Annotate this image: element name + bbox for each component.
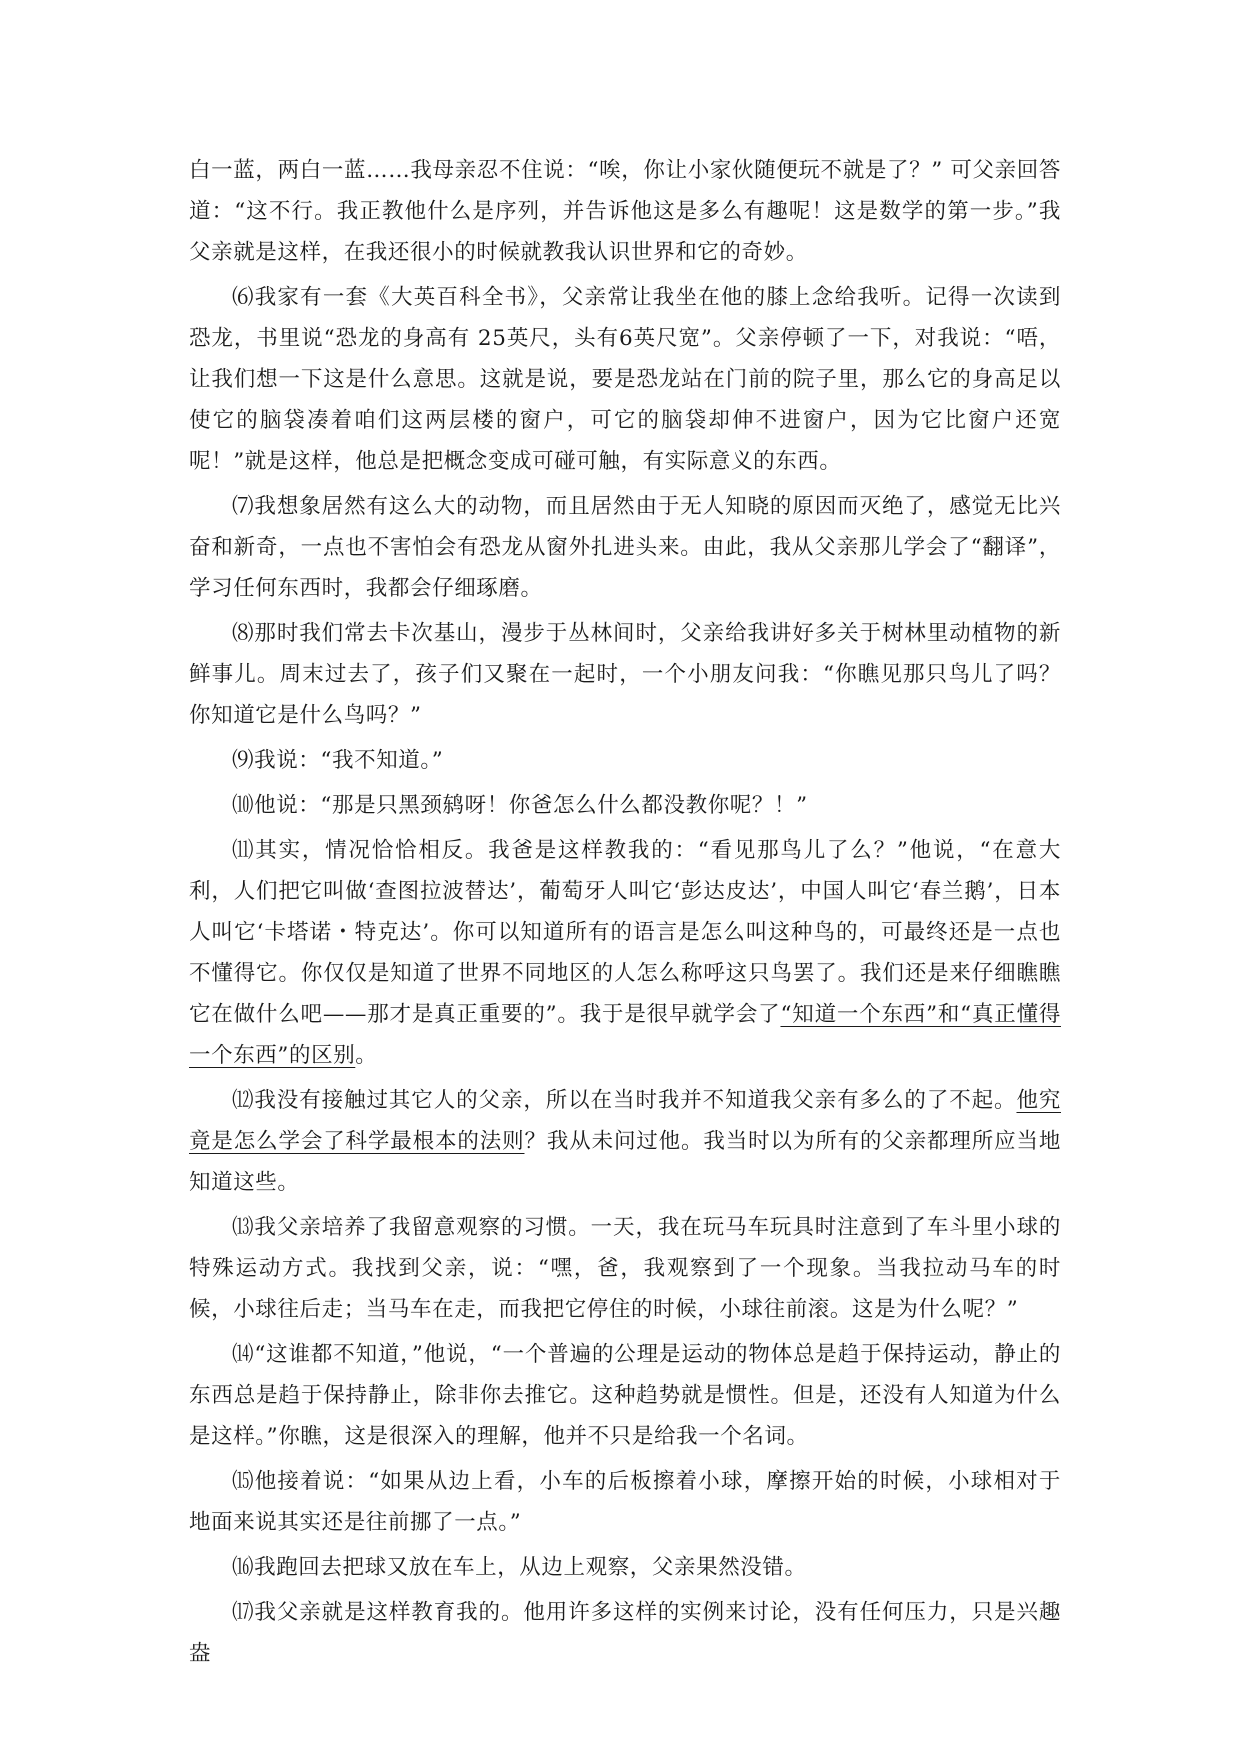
paragraph-16 [189, 1547, 1061, 1588]
paragraph-text: ⑻那时我们常去卡次基山，漫步于丛林间时，父亲给我讲好多关于树林里动植物的新鲜事儿。周末过去了，孩子们又聚在一起时，一个小朋友问我：“你瞧见那只鸟儿了吗？你知道它是什么鸟吗？” [189, 621, 1061, 728]
paragraph-12 [189, 1080, 1061, 1203]
paragraph-6 [189, 277, 1061, 482]
paragraph-text: ⒀我父亲培养了我留意观察的习惯。一天，我在玩马车玩具时注意到了车斗里小球的特殊运动方式。我找到父亲，说：“嘿，爸，我观察到了一个现象。当我拉动马车的时候，小球往后走；当马车在走，而我把它停住的时候，小球往前滚。这是为什么呢？” [189, 1215, 1061, 1322]
paragraph-text: ⑿我没有接触过其它人的父亲，所以在当时我并不知道我父亲有多么的了不起。 [232, 1088, 1017, 1113]
paragraph-7 [189, 486, 1061, 609]
underlined-phrase: 他究竟是怎么学会了科学最根本的法则 [189, 1088, 1061, 1154]
paragraph-11 [189, 830, 1061, 1076]
paragraph-text: ⑽他说：“那是只黑颈鸫呀！你爸怎么什么都没教你呢？！” [232, 793, 808, 818]
paragraph-text: ⒄我父亲就是这样教育我的。他用许多这样的实例来讨论，没有任何压力，只是兴趣盎 [189, 1600, 1061, 1666]
underlined-phrase: “知道一个东西”和“真正懂得一个东西”的区别 [189, 1002, 1061, 1068]
paragraph-text: ⒃我跑回去把球又放在车上，从边上观察，父亲果然没错。 [232, 1555, 807, 1580]
paragraph-17 [189, 1592, 1061, 1674]
paragraph-13 [189, 1207, 1061, 1330]
paragraph-text: 白一蓝，两白一蓝……我母亲忍不住说：“唉，你让小家伙随便玩不就是了？” 可父亲回答道：“这不行。我正教他什么是序列，并告诉他这是多么有趣呢！这是数学的第一步。”我父亲就是这样，在我还很小的时候就教我认识世界和它的奇妙。 [189, 158, 1061, 265]
paragraph-5-continued [189, 150, 1061, 273]
paragraph-text: ⒁“这谁都不知道，”他说，“一个普遍的公理是运动的物体总是趋于保持运动，静止的东西总是趋于保持静止，除非你去推它。这种趋势就是惯性。但是，还没有人知道为什么是这样。”你瞧，这是很深入的理解，他并不只是给我一个名词。 [189, 1342, 1061, 1449]
paragraph-text: ⑺我想象居然有这么大的动物，而且居然由于无人知晓的原因而灭绝了，感觉无比兴奋和新奇，一点也不害怕会有恐龙从窗外扎进头来。由此，我从父亲那儿学会了“翻译”，学习任何东西时，我都会仔细琢磨。 [189, 494, 1061, 601]
paragraph-text: ⑼我说：“我不知道。” [232, 748, 444, 773]
paragraph-text: ⒂他接着说：“如果从边上看，小车的后板擦着小球，摩擦开始的时候，小球相对于地面来说其实还是往前挪了一点。” [189, 1469, 1061, 1535]
paragraph-text: ⑹我家有一套《大英百科全书》，父亲常让我坐在他的膝上念给我听。记得一次读到恐龙，书里说“恐龙的身高有 25英尺，头有6英尺宽”。父亲停顿了一下，对我说：“唔，让我们想一下这是什么意思。这就是说，要是恐龙站在门前的院子里，那么它的身高足以使它的脑袋凑着咱们这两层楼的窗户，可它的脑袋却伸不进窗户，因为它比窗户还宽呢！”就是这样，他总是把概念变成可碰可触，有实际意义的东西。 [189, 285, 1061, 474]
paragraph-10 [189, 785, 1061, 826]
paragraph-8 [189, 613, 1061, 736]
paragraph-15 [189, 1461, 1061, 1543]
paragraph-text: ？我从未问过他。我当时以为所有的父亲都理所应当地知道这些。 [189, 1129, 1061, 1195]
document-page [189, 150, 1061, 1678]
paragraph-text: 。 [355, 1043, 378, 1068]
paragraph-text: ⑾其实，情况恰恰相反。我爸是这样教我的：“看见那鸟儿了么？”他说，“在意大利，人们把它叫做‘查图拉波替达’，葡萄牙人叫它‘彭达皮达’，中国人叫它‘春兰鹅’，日本人叫它‘卡塔诺・特克达’。你可以知道所有的语言是怎么叫这种鸟的，可最终还是一点也不懂得它。你仅仅是知道了世界不同地区的人怎么称呼这只鸟罢了。我们还是来仔细瞧瞧它在做什么吧——那才是真正重要的”。我于是很早就学会了 [189, 838, 1061, 1027]
paragraph-9 [189, 740, 1061, 781]
paragraph-14 [189, 1334, 1061, 1457]
